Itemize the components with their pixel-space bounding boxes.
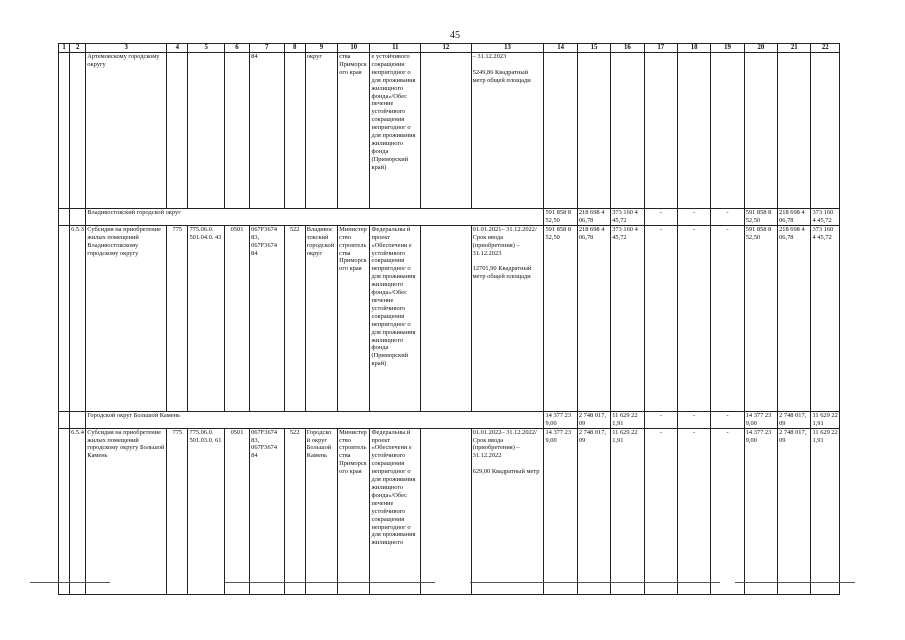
cell-c15: 2 748 017, 09 [577,411,610,428]
cell-c14: 14 377 23 9,00 [544,428,577,594]
column-number: 8 [284,44,305,53]
cell-c2: 6.5.4 [70,428,86,594]
cell-c9: округ [305,53,337,209]
cell-c7: 84 [250,53,284,209]
cell-c16 [611,53,644,209]
cell-c22: 373 160 4 45,72 [811,225,840,411]
cell-c20: 591 858 8 52,50 [744,209,777,226]
cell-c12 [421,428,472,594]
cell-c18: - [677,225,710,411]
cell-c9: Городско й округ Большой Камень [305,428,337,594]
cell-c16: 373 160 4 45,72 [611,209,644,226]
footer-rule-2 [225,582,435,583]
cell-c13: 01.01.2022– 31.12.2022/ Срок ввода (приобретения) – 31.12.2022 629,00 Квадратный метр [471,428,544,594]
cell-c19 [711,53,744,209]
cell-c6: 0501 [224,428,249,594]
cell-c11: Федеральны й проект «Обеспечени е устойчивого сокращения непригодног о для проживания жилищного фонда»/Обес печение устойчивого сокращения непригодног о для проживания жилищного [370,428,421,594]
cell-c2: 6.5.3 [70,225,86,411]
cell-c6: 0501 [224,225,249,411]
cell-c15: 218 698 4 06,78 [577,209,610,226]
cell-c15: 218 698 4 06,78 [577,225,610,411]
cell-c4: 775 [167,225,188,411]
budget-table [58,43,840,595]
column-number: 13 [471,44,544,53]
cell-c22 [811,53,840,209]
cell-c17: - [644,209,677,226]
column-number: 19 [711,44,744,53]
cell-c22: 373 160 4 45,72 [811,209,840,226]
column-number: 17 [644,44,677,53]
cell-c21: 2 748 017, 09 [778,428,811,594]
column-number: 15 [577,44,610,53]
column-number: 7 [250,44,284,53]
column-number: 4 [167,44,188,53]
cell-c10: Министер ство строитель ства Приморск ого края [338,428,370,594]
cell-c1 [59,53,70,209]
cell-c21: 2 748 017, 09 [778,411,811,428]
column-number: 2 [70,44,86,53]
cell-c1 [59,225,70,411]
cell-c8: 522 [284,225,305,411]
cell-c16: 11 629 22 1,91 [611,428,644,594]
cell-c18: - [677,209,710,226]
cell-c8 [284,53,305,209]
column-number: 9 [305,44,337,53]
cell-c19: - [711,225,744,411]
cell-c19: - [711,411,744,428]
cell-c12 [421,225,472,411]
cell-c3: Субсидия на приобретение жилых помещений городскому округу Большой Камень [86,428,167,594]
cell-c16: 373 160 4 45,72 [611,225,644,411]
cell-c13: 01.01.2021– 31.12.2022/ Срок ввода (приобретения) – 31.12.2023 12701,90 Квадратный метр общей площади [471,225,544,411]
cell-c13: – 31.12.2023 5249,86 Квадратный метр общей площади [471,53,544,209]
cell-c5: 775.06.0. 501.03.0. 61 [188,428,224,594]
column-number: 1 [59,44,70,53]
cell-c2 [70,209,86,226]
table-row [59,428,840,594]
cell-c18: - [677,411,710,428]
cell-c21: 218 698 4 06,78 [778,209,811,226]
subtotal-label: Городской округ Большой Камень [86,411,544,428]
cell-c11: Федеральны й проект «Обеспечени е устойчивого сокращения непригодног о для проживания жилищного фонда»/Обес печение устойчивого сокращения непригодног о для проживания жилищного фонда (Приморский край) [370,225,421,411]
cell-c18: - [677,428,710,594]
cell-c20: 14 377 23 9,00 [744,428,777,594]
column-number: 14 [544,44,577,53]
cell-c19: - [711,209,744,226]
cell-c21 [778,53,811,209]
cell-c6 [224,53,249,209]
cell-c21: 218 698 4 06,78 [778,225,811,411]
column-number: 6 [224,44,249,53]
cell-c1 [59,411,70,428]
column-number-row [59,44,840,53]
cell-c4: 775 [167,428,188,594]
cell-c8: 522 [284,428,305,594]
column-number: 22 [811,44,840,53]
cell-c2 [70,53,86,209]
cell-c14 [544,53,577,209]
cell-c16: 11 629 22 1,91 [611,411,644,428]
column-number: 11 [370,44,421,53]
cell-c15 [577,53,610,209]
column-number: 16 [611,44,644,53]
cell-c5 [188,53,224,209]
cell-c10: ства Приморск ого края [338,53,370,209]
cell-c1 [59,428,70,594]
cell-c7: 067F3674 83, 067F3674 84 [250,428,284,594]
cell-c17: - [644,411,677,428]
cell-c20: 591 858 8 52,50 [744,225,777,411]
table-row [59,225,840,411]
cell-c1 [59,209,70,226]
column-number: 21 [778,44,811,53]
cell-c14: 591 858 8 52,50 [544,225,577,411]
cell-c5: 775.06.0. 501.04.0. 43 [188,225,224,411]
column-number: 20 [744,44,777,53]
cell-c17: - [644,225,677,411]
cell-c18 [677,53,710,209]
cell-c11: е устойчивого сокращения непригодног о для проживания жилищного фонда»/Обес печение устойчивого сокращения непригодног о для проживания жилищного фонда (Приморский край) [370,53,421,209]
cell-c22: 11 629 22 1,91 [812,411,838,427]
cell-c15: 2 748 017, 09 [577,428,610,594]
cell-c20: 14 377 23 9,00 [744,411,777,428]
cell-c7: 067F3674 83, 067F3674 84 [250,225,284,411]
cell-c17 [644,53,677,209]
column-number: 18 [677,44,710,53]
subtotal-label: Владивостокский городской округ [86,209,544,226]
cell-c19: - [711,428,744,594]
cell-c12 [421,53,472,209]
cell-c20 [744,53,777,209]
cell-c14: 14 377 23 9,00 [544,411,577,428]
cell-c4 [167,53,188,209]
subtotal-row [59,209,840,226]
cell-c10: Министер ство строитель ства Приморск ого края [338,225,370,411]
cell-c17: - [644,428,677,594]
cell-c3: Артемовскому городскому округу [86,53,167,209]
column-number: 5 [188,44,224,53]
footer-rule-1 [30,582,110,583]
cell-c22: 11 629 22 1,91 [811,428,840,594]
cell-c14: 591 858 8 52,50 [544,209,577,226]
cell-c9: Владивос токский городской округ [305,225,337,411]
cell-c3: Субсидия на приобретение жилых помещений Владивостокскому городскому округу [86,225,167,411]
cell-c2 [70,411,86,428]
footer-rule-4 [735,582,855,583]
subtotal-row [59,411,840,428]
column-number: 12 [421,44,472,53]
footer-rule-3 [470,582,720,583]
table-row [59,53,840,209]
page-number: 45 [450,30,460,41]
column-number: 10 [338,44,370,53]
column-number: 3 [86,44,167,53]
